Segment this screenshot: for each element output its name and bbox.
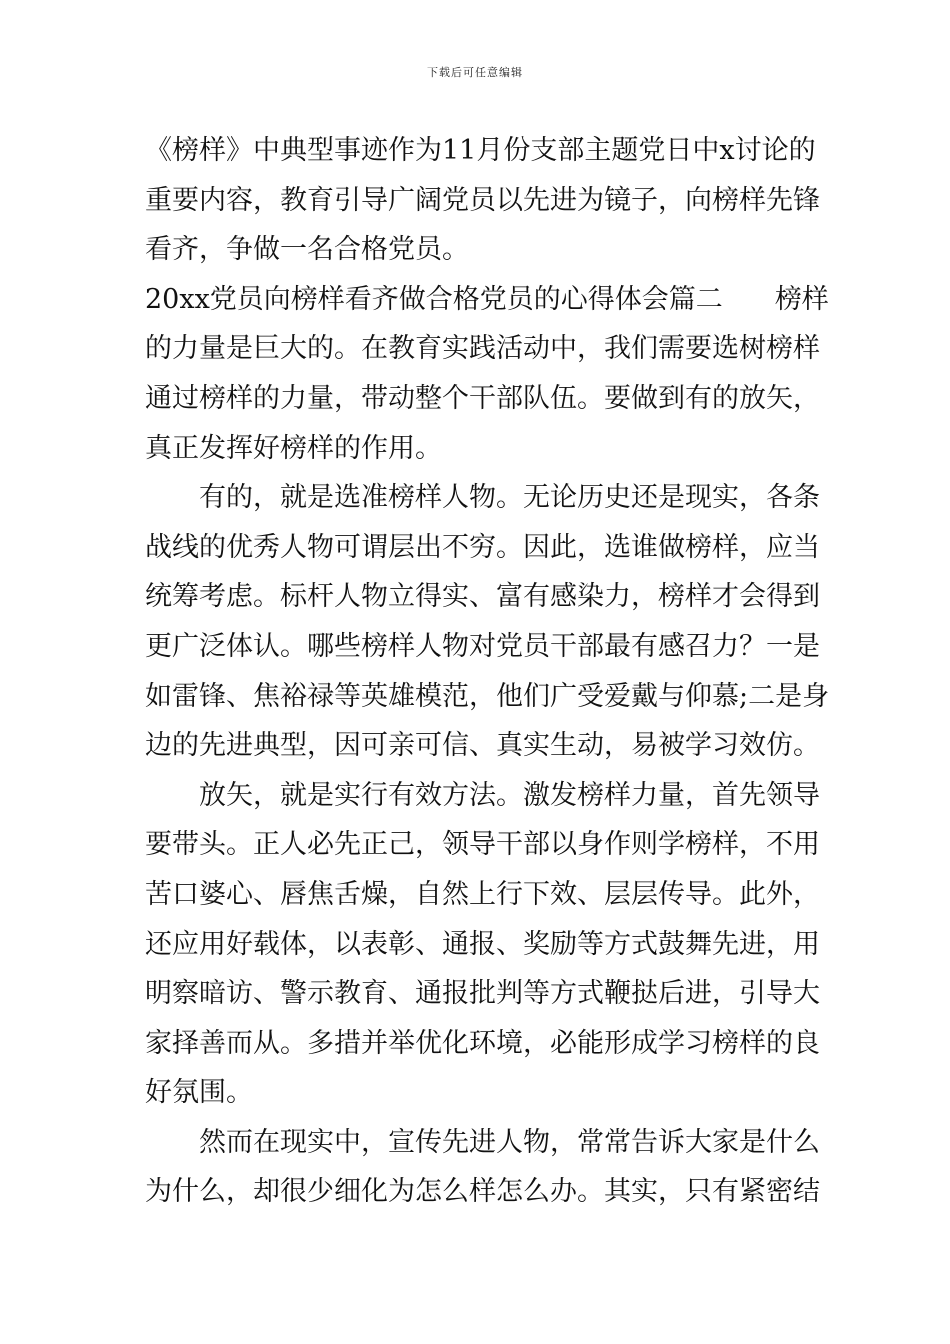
section-heading: 20xx党员向榜样看齐做合格党员的心得体会篇二 bbox=[145, 283, 723, 315]
text-line: 如雷锋、焦裕禄等英雄模范，他们广受爱戴与仰慕;二是身 bbox=[145, 680, 830, 712]
text-line: 为什么，却很少细化为怎么样怎么办。其实，只有紧密结 bbox=[145, 1176, 820, 1208]
text-line: 重要内容，教育引导广阔党员以先进为镜子，向榜样先锋 bbox=[145, 184, 820, 216]
text-line: 苦口婆心、唇焦舌燥，自然上行下效、层层传导。此外， bbox=[145, 878, 820, 910]
page-header: 下载后可任意编辑 bbox=[427, 66, 523, 79]
text-line: 要带头。正人必先正己，领导干部以身作则学榜样，不用 bbox=[145, 829, 820, 861]
text-line: 更广泛体认。哪些榜样人物对党员干部最有感召力？一是 bbox=[145, 630, 820, 662]
text-fragment: 榜样 bbox=[774, 283, 829, 315]
paragraph-first-line: 有的，就是选准榜样人物。无论历史还是现实，各条 bbox=[199, 482, 820, 514]
text-line: 战线的优秀人物可谓层出不穷。因此，选谁做榜样，应当 bbox=[145, 531, 820, 563]
text-line: 看齐，争做一名合格党员。 bbox=[145, 234, 469, 266]
text-line: 《榜样》中典型事迹作为11月份支部主题党日中x讨论的 bbox=[145, 135, 816, 166]
paragraph-first-line: 然而在现实中，宣传先进人物，常常告诉大家是什么 bbox=[199, 1126, 820, 1158]
text-line: 还应用好载体，以表彰、通报、奖励等方式鼓舞先进，用 bbox=[145, 928, 820, 960]
text-line: 好氛围。 bbox=[145, 1077, 253, 1109]
document-body bbox=[145, 126, 830, 1217]
section-heading-line bbox=[145, 275, 829, 325]
text-line: 的力量是巨大的。在教育实践活动中，我们需要选树榜样 bbox=[145, 333, 820, 365]
text-line: 家择善而从。多措并举优化环境，必能形成学习榜样的良 bbox=[145, 1027, 820, 1059]
paragraph-first-line: 放矢，就是实行有效方法。激发榜样力量，首先领导 bbox=[199, 779, 820, 811]
text-line: 明察暗访、警示教育、通报批判等方式鞭挞后进，引导大 bbox=[145, 978, 820, 1010]
text-line: 边的先进典型，因可亲可信、真实生动，易被学习效仿。 bbox=[145, 730, 820, 762]
text-line: 统筹考虑。标杆人物立得实、富有感染力，榜样才会得到 bbox=[145, 581, 820, 613]
text-line: 通过榜样的力量，带动整个干部队伍。要做到有的放矢， bbox=[145, 382, 820, 414]
text-line: 真正发挥好榜样的作用。 bbox=[145, 432, 442, 464]
